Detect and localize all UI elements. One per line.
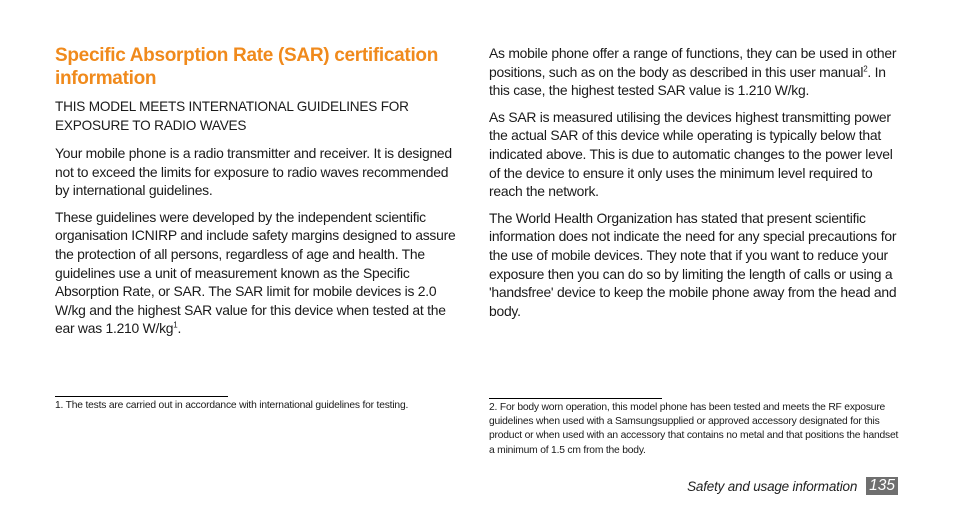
footnote-ref-2: 2 (863, 63, 868, 73)
page-title: Specific Absorption Rate (SAR) certification information (55, 45, 439, 89)
footnote-2: 2. For body worn operation, this model phone has been tested and meets the RF exposure guidelines when used with a Samsungsupplied or approved accessory designated for this product or when used with an accessory that contains no metal and that positions the handset a minimum of 1.5 cm from the body. (489, 402, 899, 456)
right-column (489, 44, 901, 328)
footnote-1: 1. The tests are carried out in accordance with international guidelines for testing. (55, 400, 409, 411)
footnote-divider-left (55, 396, 228, 397)
guidelines-text: These guidelines were developed by the independent scientific organisation ICNIRP and include safety margins designed to assure the protection of all persons, regardless of age and health. The guidelines use a unit of measurement known as the Specific Absorption Rate, or SAR. The SAR limit for mobile devices is 2.0 W/kg and the highest SAR value for this device when tested at the ear was 1.210 W/kg (55, 208, 456, 337)
guidelines-paragraph (55, 208, 457, 338)
guidelines-end: . (177, 320, 182, 337)
who-paragraph: The World Health Organization has stated that present scientific information does not indicate the need for any special precautions for the use of mobile devices. They note that if you want to reduce your exposure then you can do so by limiting the length of calls or using a 'handsfree' device to keep the mobile phone away from the head and body. (489, 209, 897, 319)
intro-paragraph: Your mobile phone is a radio transmitter and receiver. It is designed not to exceed the limits for exposure to radio waves recommended by international guidelines. (55, 145, 452, 199)
section-name: Safety and usage information (687, 478, 858, 494)
page-footer (687, 477, 898, 495)
body-worn-paragraph (489, 44, 901, 100)
footnote-ref-1: 1 (173, 320, 178, 330)
footnote-divider-right (489, 398, 662, 399)
body-worn-end: . In this case, the highest tested SAR value is 1.210 W/kg. (489, 63, 886, 99)
page-number: 135 (866, 477, 898, 495)
body-worn-text: As mobile phone offer a range of functions, they can be used in other positions, such as on the body as described in this user manual (489, 45, 897, 80)
sar-measurement-paragraph: As SAR is measured utilising the devices highest transmitting power the actual SAR of this device while operating is typically below that indicated above. This is due to automatic changes to the power level of the device to ensure it only uses the minimum level required to reach the network. (489, 108, 893, 200)
guideline-subheading: THIS MODEL MEETS INTERNATIONAL GUIDELINES FOR EXPOSURE TO RADIO WAVES (55, 99, 409, 133)
left-column (55, 44, 457, 346)
